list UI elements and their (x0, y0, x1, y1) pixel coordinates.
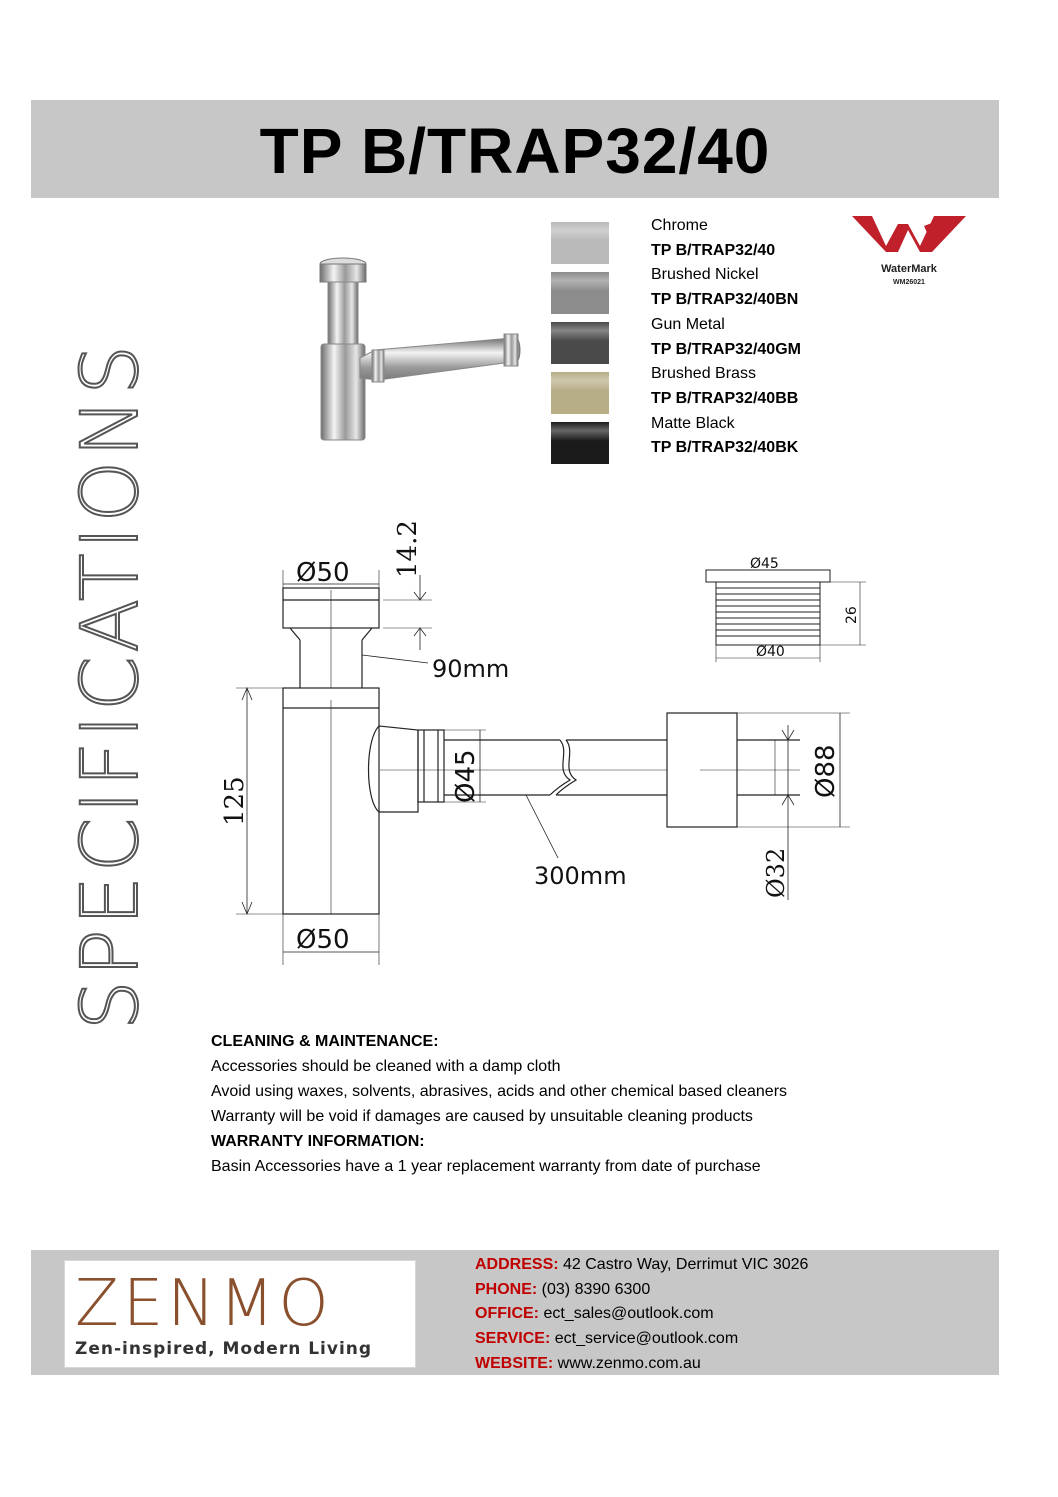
care-and-warranty (211, 1029, 787, 1179)
contact-phone (475, 1278, 808, 1303)
contact-label: WEBSITE: (475, 1354, 554, 1372)
finish-code: TP B/TRAP32/40BN (651, 291, 799, 309)
dim-pipe-diameter: Ø32 (762, 847, 790, 898)
product-title: TP B/TRAP32/40 (259, 115, 771, 187)
contact-label: ADDRESS: (475, 1256, 559, 1273)
thread-detail-drawing (690, 550, 880, 670)
contact-value: ect_service@outlook.com (550, 1330, 739, 1348)
contact-office (475, 1302, 808, 1327)
finish-name: Brushed Brass (651, 365, 756, 383)
dim-pipe-length: 300mm (534, 862, 627, 890)
watermark-label: WaterMark (881, 263, 937, 275)
logo-wordmark: ZENMO (75, 1267, 333, 1341)
contact-value: www.zenmo.com.au (553, 1354, 701, 1372)
contact-details (475, 1253, 808, 1377)
finish-code: TP B/TRAP32/40GM (651, 340, 801, 358)
contact-label: SERVICE: (475, 1330, 551, 1348)
contact-value: ect_sales@outlook.com (539, 1305, 714, 1323)
contact-value: 42 Castro Way, Derrimut VIC 3026 (558, 1256, 809, 1273)
finish-list (651, 214, 801, 461)
dim-bottom-diameter: Ø50 (296, 925, 350, 955)
finish-code: TP B/TRAP32/40 (651, 241, 776, 259)
finish-swatches (551, 222, 609, 472)
title-bar (31, 100, 999, 198)
product-photo (300, 250, 540, 450)
warranty-line: Basin Accessories have a 1 year replacement warranty from date of purchase (211, 1158, 761, 1175)
dim-cap-height: 14.2 (393, 520, 423, 578)
contact-service (475, 1327, 808, 1352)
cleaning-heading: CLEANING & MAINTENANCE: (211, 1033, 439, 1050)
finish-name: Gun Metal (651, 315, 725, 333)
dim-side-height: 26 (844, 606, 860, 624)
swatch-brushed-brass (551, 372, 609, 414)
dim-height: 125 (220, 776, 250, 826)
finish-name: Brushed Nickel (651, 266, 759, 284)
specifications-label: SPECIFICATIONS (66, 341, 156, 1030)
cleaning-line: Warranty will be void if damages are caused by unsuitable cleaning products (211, 1108, 753, 1125)
contact-address (475, 1253, 808, 1278)
logo-tagline: Zen-inspired, Modern Living (75, 1339, 373, 1359)
zenmo-logo (64, 1260, 416, 1368)
dim-side-bottom-diameter: Ø40 (756, 644, 785, 660)
contact-label: OFFICE: (475, 1305, 539, 1323)
swatch-chrome (551, 222, 609, 264)
contact-label: PHONE: (475, 1280, 538, 1298)
swatch-matte-black (551, 422, 609, 464)
footer (31, 1250, 999, 1375)
dim-flange-diameter: Ø88 (811, 744, 841, 798)
finish-name: Matte Black (651, 414, 735, 432)
cleaning-line: Avoid using waxes, solvents, abrasives, acids and other chemical based cleaners (211, 1083, 788, 1100)
dim-outlet-diameter: Ø45 (451, 749, 481, 803)
watermark-logo (850, 212, 968, 292)
finish-code: TP B/TRAP32/40BK (651, 439, 799, 457)
swatch-gun-metal (551, 322, 609, 364)
watermark-licence: WM26021 (893, 279, 925, 286)
contact-website (475, 1352, 808, 1377)
contact-value: (03) 8390 6300 (537, 1280, 651, 1298)
dim-length-to-cap: 90mm (432, 655, 510, 683)
finish-name: Chrome (651, 217, 708, 234)
dim-top-diameter: Ø50 (296, 558, 350, 588)
finish-code: TP B/TRAP32/40BB (651, 389, 799, 407)
cleaning-line: Accessories should be cleaned with a damp cloth (211, 1058, 561, 1075)
dim-side-top-diameter: Ø45 (750, 556, 779, 572)
swatch-brushed-nickel (551, 272, 609, 314)
warranty-heading: WARRANTY INFORMATION: (211, 1133, 425, 1150)
